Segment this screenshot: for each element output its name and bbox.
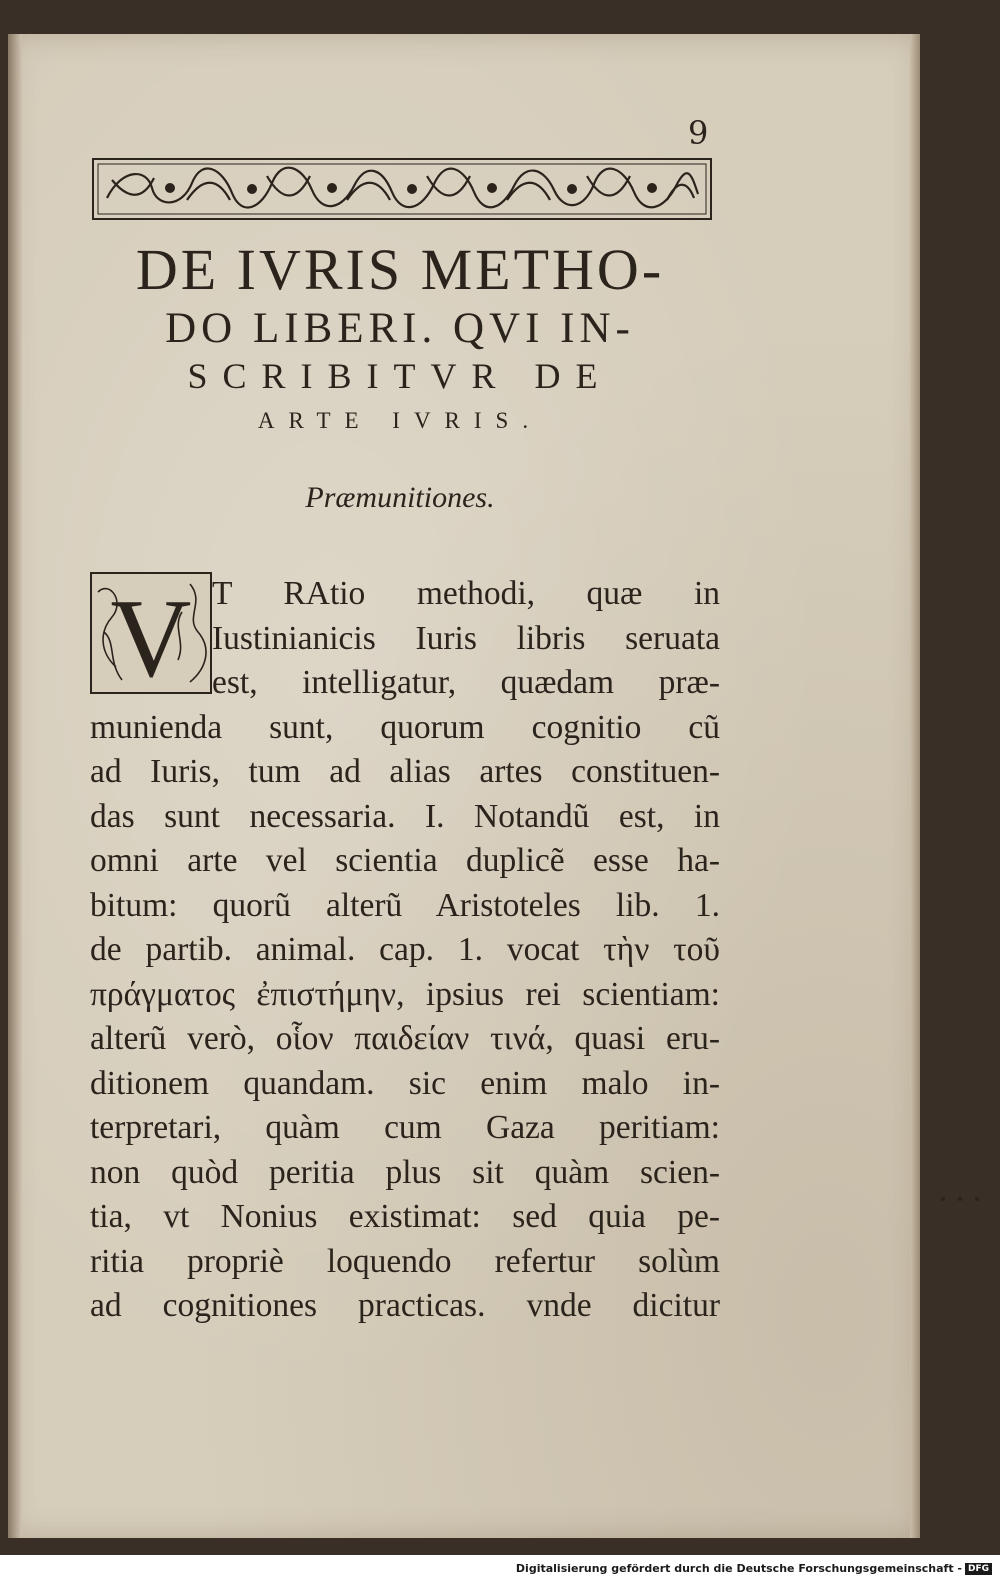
text-line: alterũ verò, οἷον παιδείαν τινά, quasi eru- <box>90 1020 720 1057</box>
title-line-2: DO LIBERI. QVI IN- <box>165 305 635 352</box>
text-line: bitum: quorũ alterũ Aristoteles lib. 1. <box>90 886 720 924</box>
text-line: est, intelligatur, quædam præ- <box>212 664 720 701</box>
text-line: tia, vt Nonius existimat: sed quia pe- <box>90 1198 720 1235</box>
initial-letter: V <box>110 577 192 694</box>
text-line: terpretari, quàm cum Gaza peritiam: <box>90 1109 720 1146</box>
text-line: Iustinianicis Iuris libris seruata <box>212 619 720 657</box>
title-line-4: ARTE IVRIS. <box>257 408 543 433</box>
text-line: ad cognitiones practicas. vnde dicitur <box>90 1287 720 1324</box>
page-gutter <box>8 34 22 1538</box>
body-text <box>90 572 720 1329</box>
page-edge <box>910 34 920 1538</box>
margin-dots <box>940 1196 980 1202</box>
text-line: ditionem quandam. sic enim malo in- <box>90 1064 720 1102</box>
digitization-credit <box>516 1562 992 1575</box>
text-line: munienda sunt, quorum cognitio cũ <box>90 708 720 746</box>
ornamental-headpiece <box>92 158 712 220</box>
dfg-logo: DFG <box>965 1563 992 1575</box>
text-line: das sunt necessaria. I. Notandũ est, in <box>90 797 720 835</box>
credit-text: Digitalisierung gefördert durch die Deutsche Forschungsgemeinschaft - <box>515 1562 962 1575</box>
text-line: non quòd peritia plus sit quàm scien- <box>90 1153 720 1191</box>
title-line-3: SCRIBITVR DE <box>187 356 613 396</box>
text-line: ritia propriè loquendo refertur solùm <box>90 1242 720 1280</box>
page-number: 9 <box>688 114 709 152</box>
text-line: ad Iuris, tum ad alias artes constituen- <box>90 753 720 790</box>
section-subheading: Præmunitiones. <box>305 481 495 514</box>
text-line: πράγματος ἐπιστήμην, ipsius rei scientiam: <box>90 975 720 1013</box>
text-line: omni arte vel scientia duplicẽ esse ha- <box>90 842 720 879</box>
title-line-1: DE IVRIS METHO- <box>135 237 665 302</box>
text-line: de partib. animal. cap. 1. vocat τὴν τοῦ <box>90 931 720 968</box>
text-line: T RAtio methodi, quæ in <box>212 575 720 612</box>
